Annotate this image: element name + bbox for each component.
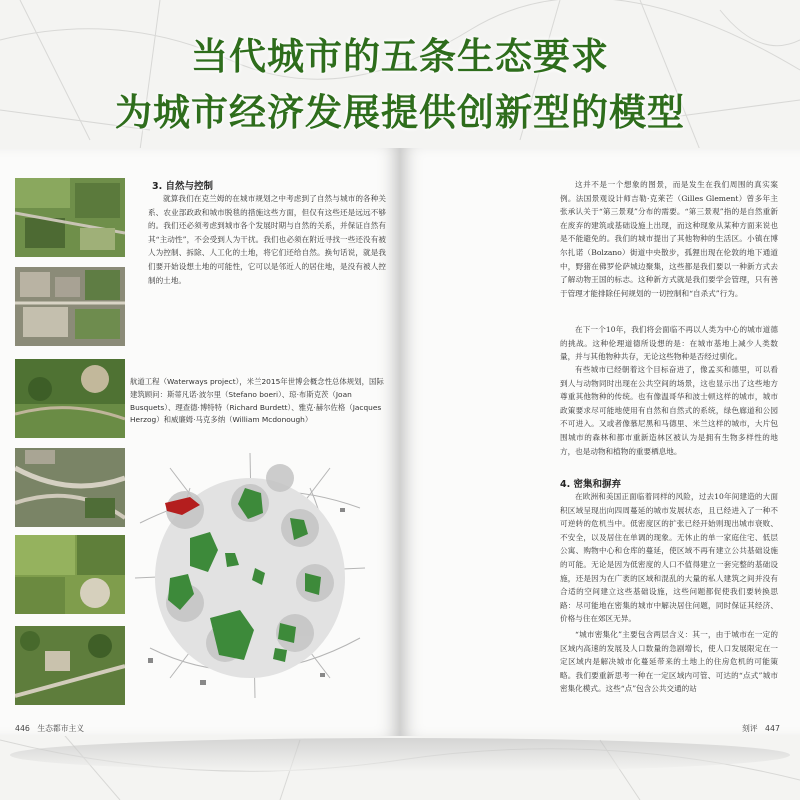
left-running-title: 生态都市主义: [37, 724, 85, 733]
left-folio: [15, 723, 84, 734]
aerial-photo-1: [15, 178, 125, 257]
left-page: [0, 148, 400, 736]
aerial-photo-6: [15, 626, 125, 705]
right-paragraph-5: “城市密集化”主要包含两层含义：其一，由于城市在一定的区域内高速的发展及人口数量的急剧增长，使人口发展限定在一定区域内是解决城市化蔓延带来的土地上的住房危机的可能策略。我们要重新思考一种在一定区域内可管、可达的“点式”城市密集化模式。这些“点”包含公共交通的站: [560, 630, 778, 694]
aerial-photo-5: [15, 535, 125, 614]
left-page-number: 446: [15, 724, 30, 733]
left-paragraph: 就算我们在克兰姆的在城市规划之中考虑到了自然与城市的各种关系、农业部政政和城市脱毯的措施这些方面，但仅有这些还是远远不够的。我们还必须考虑到城市各个发展时期与自然的关系，并保证自然有其“主动性”，不会受到人为干扰。我们也必须在附近寻找一些还没有被人为控制、拆除、人工化的土地，将它们还给自然。换句话说，就是我们要开始设想土地的可能性，它可以是邻近人的居住地，是没有被人控制的土地。: [148, 194, 386, 285]
aerial-photo-4: [15, 448, 125, 527]
aerial-photo-2: [15, 267, 125, 346]
masterplan-diagram: [130, 448, 370, 703]
right-paragraph-2: 在下一个10年，我们将会面临不再以人类为中心的城市道德的挑战。这种伦理道德所设想的是：在城市基地上减少人类数量，并与其他物种共存，无论这些物种是否经过驯化。: [560, 325, 778, 362]
right-page: [400, 148, 800, 736]
headline-line-2: 为城市经济发展提供创新型的模型: [115, 91, 685, 134]
aerial-photo-3: [15, 359, 125, 438]
right-running-title: 刻评: [742, 724, 758, 733]
book-shadow: [10, 738, 790, 772]
headline-line-1: 当代城市的五条生态要求: [191, 35, 609, 78]
open-book: [0, 148, 800, 738]
right-folio: [742, 723, 780, 734]
right-paragraph-4: 在欧洲和美国正面临着同样的风险，过去10年间建造的大面积区域呈现出向四周蔓延的城市发展状态，且已经进入了一种不可逆转的危机当中。低密度区的扩张已经开始则现出城市衰败、不安全，以及居住在单调的现象。无休止的单一家庭住宅、低层公寓、购物中心和仓库的蔓延，使区域不再有建立公共基础设施的可能。无论是因为低密度的人口不值得建立一套完整的基础设施，还是因为在广袤的区域和混乱的大量的私人建筑之间并没有合适的空间建立这些基础设施，这些问题都促使我们要转换思路：尽可能地在密集的城市中解决居住问题，同时保证其经济、价格与住在郊区无异。: [560, 492, 778, 624]
section-title-3: 3. 自然与控制: [152, 181, 214, 192]
right-paragraph-1: 这并不是一个想象的图景，而是发生在我们周围的真实案例。法国景观设计师吉勒·克莱芒（Gilles Glement）曾多年主张承认关于“第三景观”分布的需要。“第三景观”指的是自然重新在废弃的建筑或基础设施上出现，而这种现象从某种方面来说也是不能避免的。我们的城市提出了其他物种的生活区。小镇在博尔扎诺（Bolzano）街道中央散步，孤狸出现在伦敦的地下通道中，野猪在佛罗伦萨城边聚集，这些都是我们要以一种新方式去了解动物王国的标志。这种新方式就是我们要学会管理，只有善于管理才能排除任何规划的一切控制和“自杀式”行为。: [560, 180, 778, 298]
right-paragraph-3: 有些城市已经朝着这个目标奋进了，像孟买和德里，可以看到人与动物同时出现在公共空间的场景，这也显示出了这些地方尊重其他物种的传统。也有像温哥华和波士顿这样的城市，城市政策要求尽可能地使用有自然和自然式的系统，绿色廊道和公园不可进入。又或者像慕尼黑和马德里、米兰这样的城市，大片包围城市的森林和都市重新造林区被认为是拥有生物多样性的地方，也是动物和植物的重要栖息地。: [560, 365, 778, 456]
section-title-4: 4. 密集和摒弃: [560, 479, 622, 490]
figure-caption: 航道工程（Waterways project），米兰2015年世博会概念性总体规划，国际建筑顾问：斯蒂凡诺·波尔里（Stefano boeri）、琼·布斯克茨（Joan Busquets）、理查德·博特特（Richard Burdett）、雅克·赫尔佐格（Jacques Herzog）和威廉姆·马克多纳（William Mcdonough）: [130, 377, 384, 425]
right-page-number: 447: [765, 724, 780, 733]
